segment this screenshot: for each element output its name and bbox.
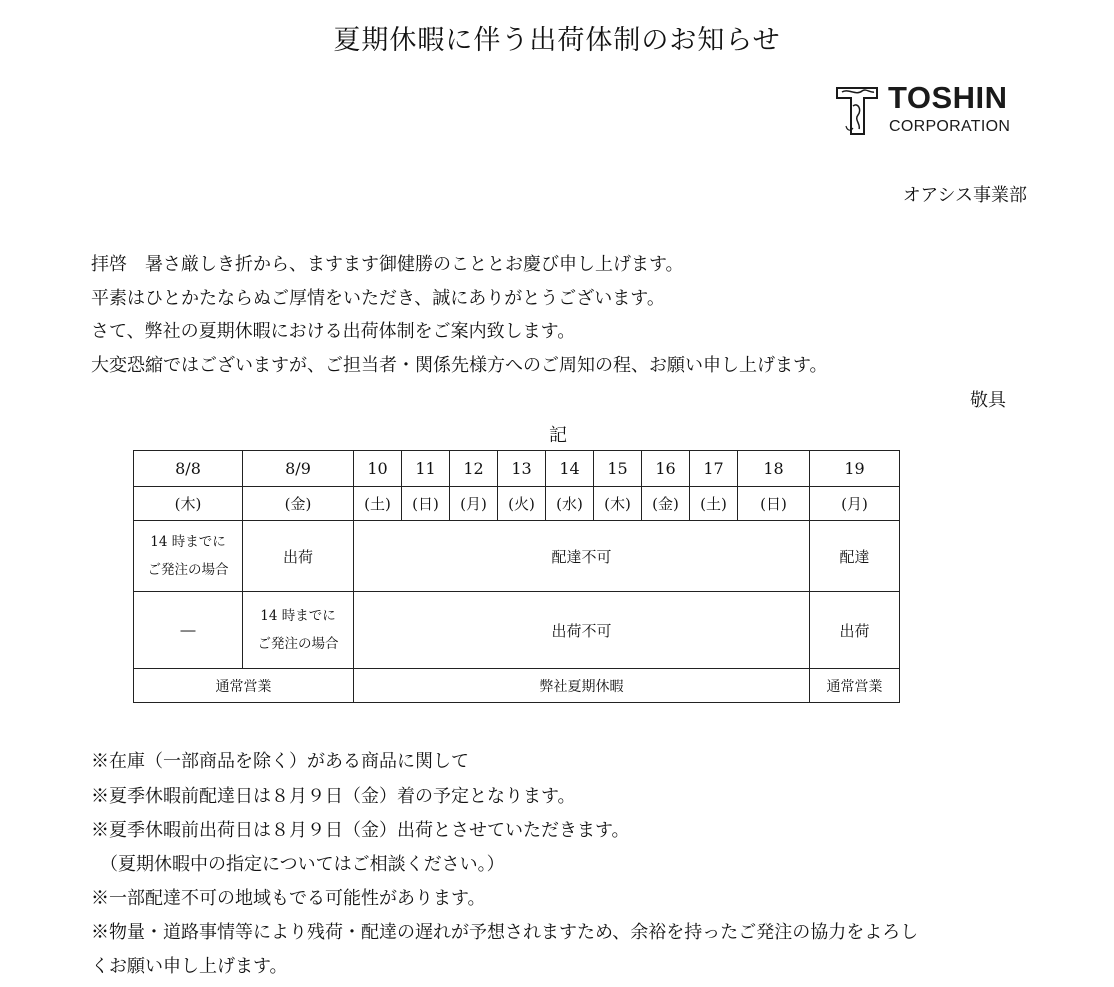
weekday-cell: (土) [354,487,402,521]
note-line: （夏期休暇中の指定についてはご相談ください。） [91,854,505,875]
greeting-line: 大変恐縮ではございますが、ご担当者・関係先様方へのご周知の程、お願い申し上げます。 [91,355,828,376]
weekday-cell: (土) [690,487,738,521]
date-cell: 18 [738,451,810,487]
note-line: ※夏季休暇前配達日は８月９日（金）着の予定となります。 [91,786,576,807]
order-deadline-cell [243,592,354,669]
date-cell: 11 [402,451,450,487]
weekday-cell: (月) [450,487,498,521]
weekday-cell: (金) [243,487,354,521]
greeting-line: 平素はひとかたならぬご厚情をいただき、誠にありがとうございます。 [91,288,665,309]
weekday-cell: (木) [594,487,642,521]
date-cell: 19 [810,451,900,487]
logo-subtitle: CORPORATION [889,118,1011,135]
date-row [134,451,900,487]
order-deadline-line1: 14 時までに [150,534,226,550]
no-delivery-cell: 配達不可 [354,521,810,592]
logo-name: TOSHIN [888,80,1008,115]
weekday-cell: (日) [402,487,450,521]
date-cell: 16 [642,451,690,487]
note-line: ※一部配達不可の地域もでる可能性があります。 [91,888,486,909]
delivery-cell: 配達 [810,521,900,592]
date-cell: 8/9 [243,451,354,487]
date-cell: 17 [690,451,738,487]
greeting-line: さて、弊社の夏期休暇における出荷体制をご案内致します。 [91,321,576,342]
shipping-cell: 出荷 [810,592,900,669]
company-logo [834,80,1034,140]
dash-cell: ― [134,592,243,669]
delivery-row [134,521,900,592]
weekday-cell: (木) [134,487,243,521]
ship-cell: 出荷 [243,521,354,592]
greeting-line: 拝啓 暑さ厳しき折から、ますます御健勝のこととお慶び申し上げます。 [91,254,684,275]
schedule-table [133,450,900,703]
business-row [134,669,900,703]
date-cell: 8/8 [134,451,243,487]
normal-business-cell: 通常営業 [134,669,354,703]
order-deadline-line1: 14 時までに [260,608,336,624]
document-title: 夏期休暇に伴う出荷体制のお知らせ [333,25,781,56]
department-name: オアシス事業部 [902,185,1027,206]
weekday-cell: (水) [546,487,594,521]
weekday-cell: (火) [498,487,546,521]
weekday-cell: (月) [810,487,900,521]
weekday-row [134,487,900,521]
order-deadline-cell [134,521,243,592]
weekday-cell: (金) [642,487,690,521]
date-cell: 14 [546,451,594,487]
note-line: ※在庫（一部商品を除く）がある商品に関して [91,751,469,772]
date-cell: 13 [498,451,546,487]
note-line: ※物量・道路事情等により残荷・配達の遅れが予想されますため、余裕を持ったご発注の協力をよろし [91,922,919,943]
no-shipping-cell: 出荷不可 [354,592,810,669]
note-line: ※夏季休暇前出荷日は８月９日（金）出荷とさせていただきます。 [91,820,630,841]
order-deadline-line2: ご発注の場合 [257,636,339,652]
ki-heading: 記 [549,425,567,446]
summer-holiday-cell: 弊社夏期休暇 [354,669,810,703]
date-cell: 10 [354,451,402,487]
toshin-logo-icon [834,84,880,138]
note-line: くお願い申し上げます。 [91,956,288,977]
order-deadline-line2: ご発注の場合 [147,562,229,578]
weekday-cell: (日) [738,487,810,521]
shipping-row [134,592,900,669]
normal-business-cell: 通常営業 [810,669,900,703]
closing-word: 敬具 [970,390,1006,411]
date-cell: 15 [594,451,642,487]
date-cell: 12 [450,451,498,487]
